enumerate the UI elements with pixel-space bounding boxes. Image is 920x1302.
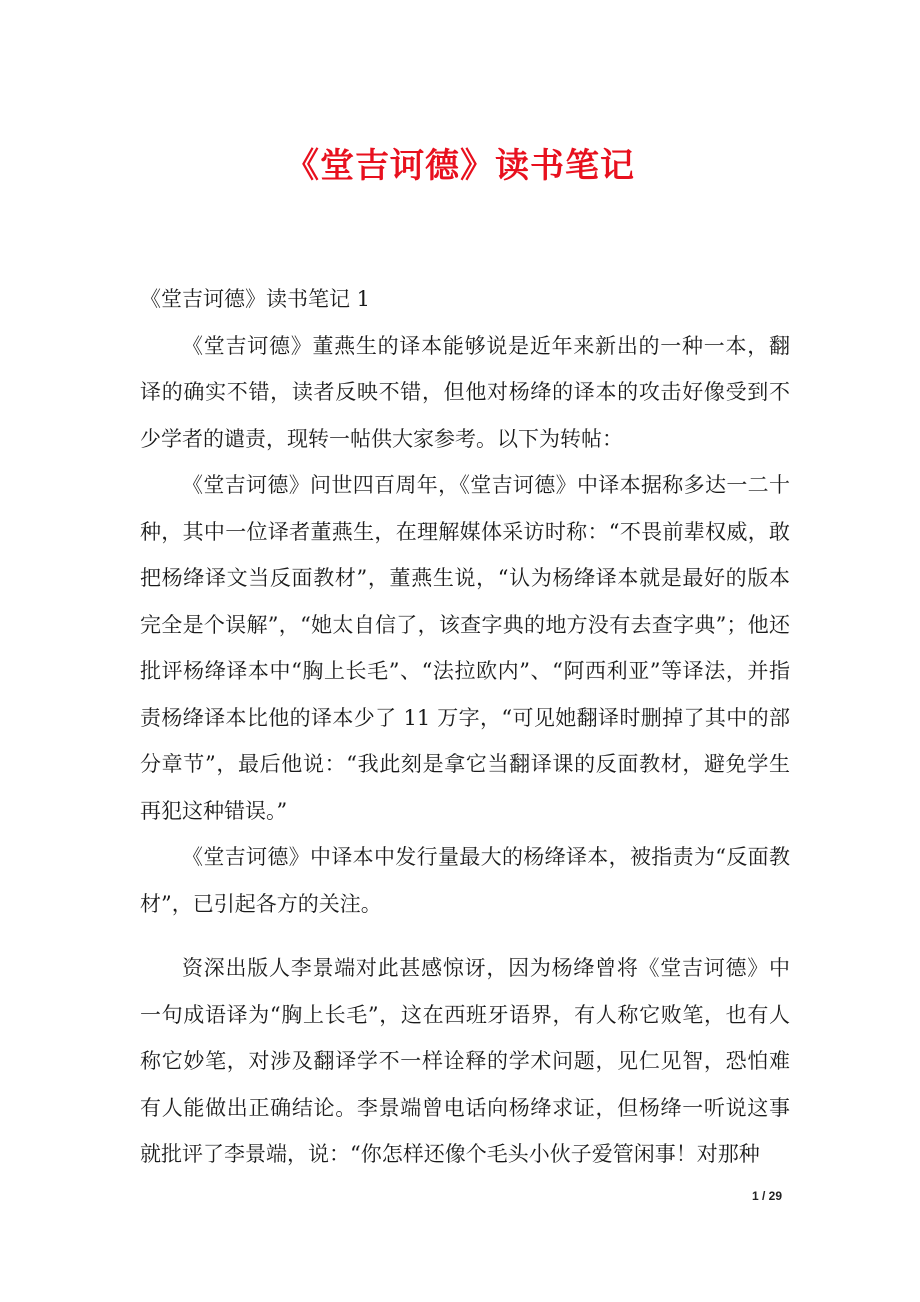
paragraph: 《堂吉诃德》董燕生的译本能够说是近年来新出的一种一本，翻译的确实不错，读者反映不错，但他对杨绛的译本的攻击好像受到不少学者的谴责，现转一帖供大家参考。以下为转帖： bbox=[140, 333, 790, 451]
paragraph: 《堂吉诃德》中译本中发行量最大的杨绛译本，被指责为“反面教材”，已引起各方的关注。 bbox=[140, 845, 790, 916]
document-title: 《堂吉诃德》读书笔记 bbox=[285, 146, 635, 186]
paragraph: 资深出版人李景端对此甚感惊讶，因为杨绛曾将《堂吉诃德》中一句成语译为“胸上长毛”，这在西班牙语界，有人称它败笔，也有人称它妙笔，对涉及翻译学不一样诠释的学术问题，见仁见智，恐怕难有人能做出正确结论。李景端曾电话向杨绛求证，但杨绛一听说这事就批评了李景端，说：“你怎样还像个毛头小伙子爱管闲事！对那种 bbox=[140, 956, 790, 1166]
section-heading: 《堂吉诃德》读书笔记 1 bbox=[140, 287, 371, 311]
document-body bbox=[140, 276, 790, 1178]
page-number: 1 / 29 bbox=[751, 1189, 782, 1203]
paragraph: 《堂吉诃德》问世四百周年，《堂吉诃德》中译本据称多达一二十种，其中一位译者董燕生，在理解媒体采访时称：“不畏前辈权威，敢把杨绛译文当反面教材”，董燕生说，“认为杨绛译本就是最好的版本完全是个误解”，“她太自信了，该查字典的地方没有去查字典”；他还批评杨绛译本中“胸上长毛”、“法拉欧内”、“阿西利亚”等译法，并指责杨绛译本比他的译本少了 11 万字，“可见她翻译时删掉了其中的部分章节”，最后他说：“我此刻是拿它当翻译课的反面教材，避免学生再犯这种错误。” bbox=[140, 473, 790, 823]
